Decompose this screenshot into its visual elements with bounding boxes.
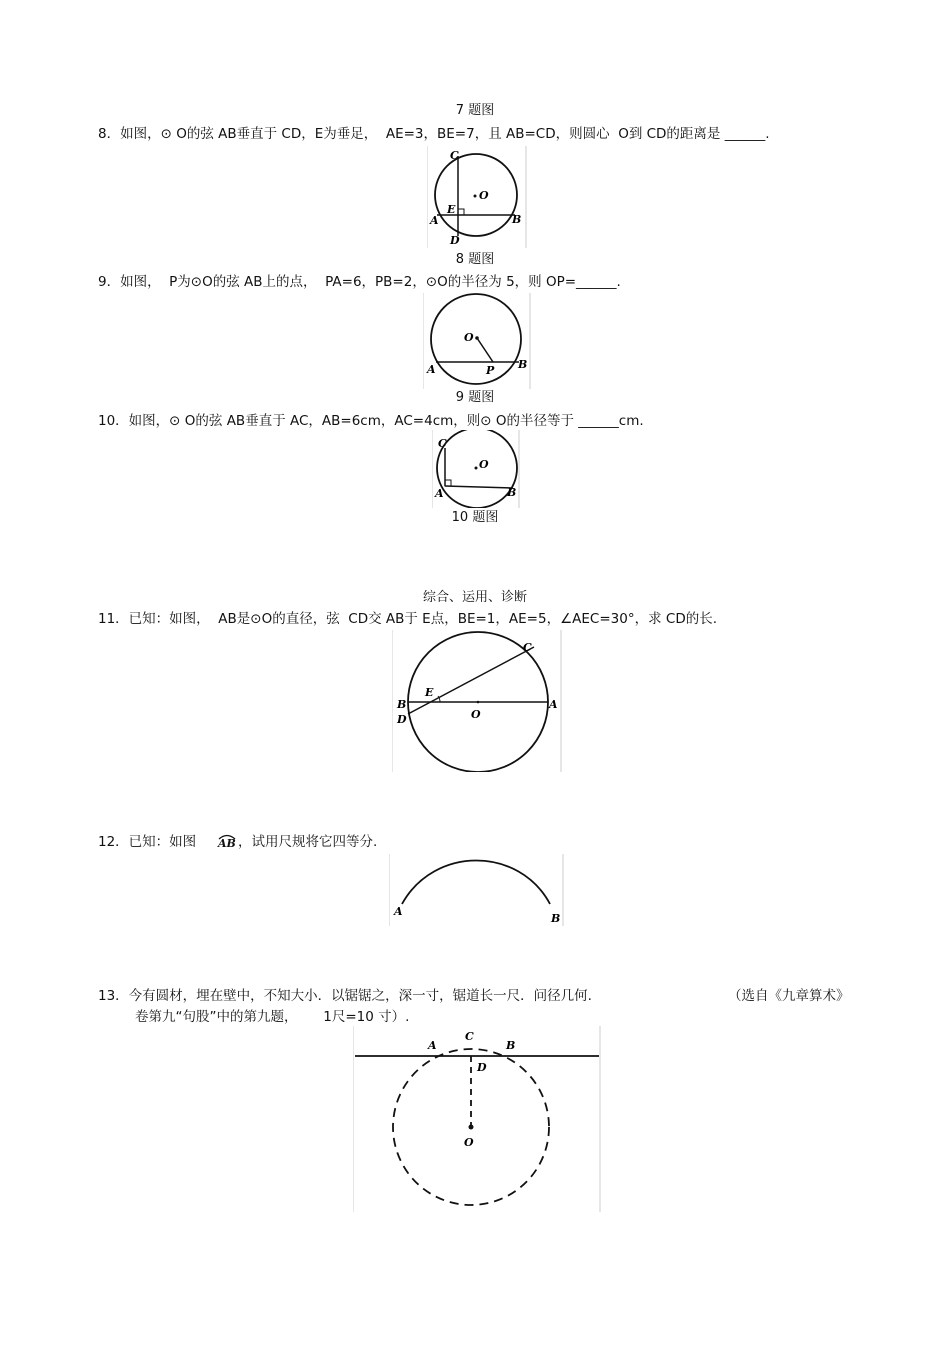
question-11: 11．已知：如图， AB是⊙O的直径，弦 CD交 AB于 E点，BE=1，AE=5，∠AEC=30°，求 CD的长. — [98, 611, 718, 627]
fig13-label-o: O — [464, 1136, 474, 1149]
section-title: 综合、运用、诊断 — [422, 590, 527, 605]
fig13-label-a: A — [428, 1039, 437, 1052]
fig10-diagram — [432, 430, 520, 508]
fig13-label-d: D — [477, 1061, 487, 1074]
question-10: 10．如图，⊙ O的弦 AB垂直于 AC，AB=6cm，AC=4cm，则⊙ O的半径等于 ______cm. — [98, 413, 644, 429]
fig10-label-a: A — [435, 487, 444, 500]
fig11-label-e: E — [425, 686, 434, 699]
fig10-label-o: O — [479, 458, 489, 471]
fig8-label-c: C — [450, 149, 459, 162]
fig11-label-a: A — [549, 698, 558, 711]
fig8-caption: 8 题图 — [455, 252, 495, 267]
fig10-caption: 10 题图 — [451, 510, 499, 525]
fig12-label-a: A — [394, 905, 403, 918]
fig11-label-c: C — [523, 641, 532, 654]
fig7-caption: 7 题图 — [455, 103, 495, 118]
question-12-suffix: ，试用尺规将它四等分. — [238, 834, 378, 850]
fig9-label-p: P — [486, 364, 495, 377]
fig8-label-a: A — [430, 214, 439, 227]
fig13-label-c: C — [465, 1030, 474, 1043]
question-13-line2: 卷第九“句股”中的第九题， 1尺=10 寸）. — [135, 1009, 410, 1025]
fig9-label-o: O — [464, 331, 474, 344]
fig8-label-b: B — [512, 213, 522, 226]
fig11-label-d: D — [397, 713, 407, 726]
fig11-label-b: B — [397, 698, 407, 711]
question-13-line1: 13．今有圆材，埋在壁中，不知大小．以锯锯之，深一寸，锯道长一尺．问径几何. — [98, 988, 592, 1004]
fig13-label-b: B — [506, 1039, 516, 1052]
fig12-label-b: B — [551, 912, 561, 925]
question-8: 8．如图，⊙ O的弦 AB垂直于 CD，E为垂足， AE=3，BE=7，且 AB=CD，则圆心 O到 CD的距离是 ______. — [98, 126, 770, 142]
fig8-label-e: E — [447, 203, 456, 216]
fig9-diagram — [423, 293, 531, 389]
question-9: 9．如图， P为⊙O的弦 AB上的点， PA=6，PB=2，⊙O的半径为 5，则 OP=______. — [98, 274, 621, 290]
fig9-label-a: A — [427, 363, 436, 376]
fig9-label-b: B — [518, 358, 528, 371]
question-13-source: （选自《九章算术》 — [728, 988, 850, 1004]
arc-ab-symbol — [216, 830, 238, 852]
arc-ab-label: AB — [218, 837, 236, 850]
fig8-diagram — [427, 146, 527, 248]
fig11-label-o: O — [471, 708, 481, 721]
fig8-label-o: O — [479, 189, 489, 202]
fig8-label-d: D — [450, 234, 460, 247]
fig13-diagram — [353, 1026, 601, 1212]
fig12-diagram — [389, 854, 564, 926]
fig10-label-c: C — [438, 437, 447, 450]
fig10-label-b: B — [507, 486, 517, 499]
question-12-prefix: 12．已知：如图 — [98, 834, 197, 850]
fig11-diagram — [392, 630, 562, 772]
fig9-caption: 9 题图 — [455, 390, 495, 405]
